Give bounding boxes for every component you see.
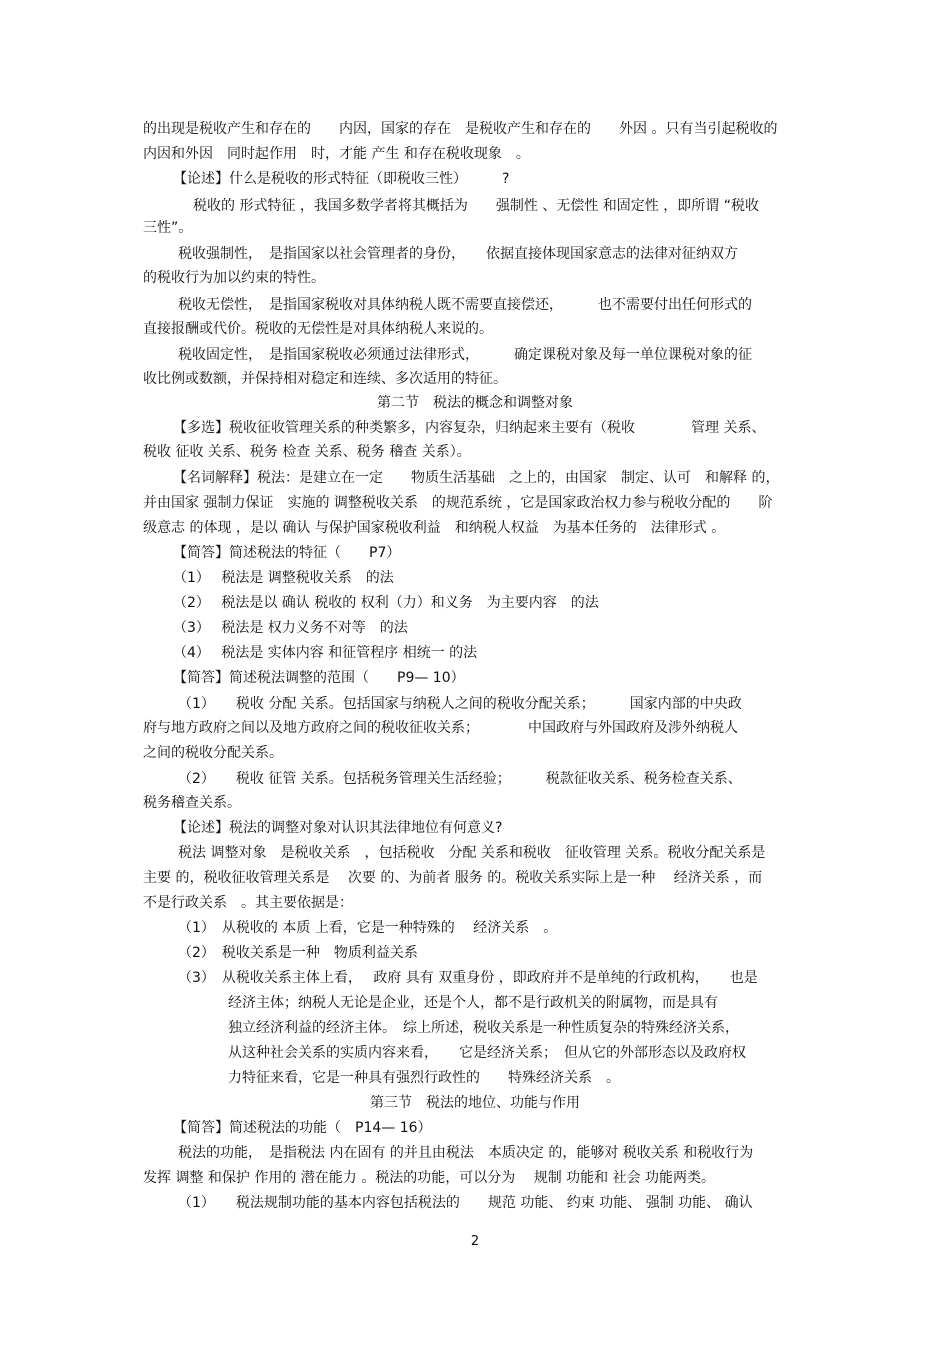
question-heading: 【简答】简述税法的功能（ P14— 16） — [173, 1120, 432, 1136]
text-line: 税法 调整对象 是税收关系 ，包括税收 分配 关系和税收 征收管理 关系。税收分配关系是 — [178, 845, 766, 861]
text-line: 的出现是税收产生和存在的 内因，国家的存在 是税收产生和存在的 外因 。只有当引起税收的 — [143, 121, 778, 137]
list-item: （1） 从税收的 本质 上看，它是一种特殊的 经济关系 。 — [178, 920, 558, 936]
text-line: 府与地方政府之间以及地方政府之间的税收征收关系； 中国政府与外国政府及涉外纳税人 — [143, 720, 738, 736]
text-line: 力特征来看，它是一种具有强烈行政性的 特殊经济关系 。 — [228, 1070, 620, 1086]
text-line: 三性”。 — [143, 220, 193, 236]
text-line: 发挥 调整 和保护 作用的 潜在能力 。税法的功能，可以分为 规制 功能和 社会 功能两类。 — [143, 1170, 716, 1186]
question-heading: 【论述】税法的调整对象对认识其法律地位有何意义? — [173, 820, 503, 836]
text-line: 主要 的，税收征收管理关系是 次要 的、为前者 服务 的。税收关系实际上是一种 经济关系 ，而 — [143, 870, 763, 886]
question-heading: 【论述】什么是税收的形式特征（即税收三性） ? — [173, 171, 510, 187]
text-line: 经济主体；纳税人无论是企业，还是个人，都不是行政机关的附属物，而是具有 — [228, 995, 718, 1011]
list-item: （1） 税收 分配 关系。包括国家与纳税人之间的税收分配关系； 国家内部的中央政 — [178, 696, 742, 712]
list-item: （2） 税收 征管 关系。包括税务管理关生活经验； 税款征收关系、税务检查关系、 — [178, 771, 742, 787]
text-line: 税收强制性， 是指国家以社会管理者的身份， 依据直接体现国家意志的法律对征纳双方 — [178, 246, 738, 262]
text-line: 税收的 形式特征 ，我国多数学者将其概括为 强制性 、无偿性 和固定性 ，即所谓 “税收 — [193, 198, 759, 214]
text-line: 级意志 的体现 ，是以 确认 与保护国家税收利益 和纳税人权益 为基本任务的 法律形式 。 — [143, 520, 726, 536]
page-number: 2 — [470, 1234, 480, 1249]
list-item: （3） 从税收关系主体上看， 政府 具有 双重身份 ，即政府并不是单纯的行政机构， 也是 — [178, 970, 758, 986]
text-line: 之间的税收分配关系。 — [143, 745, 283, 761]
list-item: （2） 税收关系是一种 物质利益关系 — [178, 945, 418, 961]
list-item: （4） 税法是 实体内容 和征管程序 相统一 的法 — [173, 645, 478, 661]
list-item: （1） 税法规制功能的基本内容包括税法的 规范 功能、 约束 功能、 强制 功能、 确认 — [178, 1195, 753, 1211]
text-line: 直接报酬或代价。税收的无偿性是对具体纳税人来说的。 — [143, 321, 493, 337]
list-item: （3） 税法是 权力义务不对等 的法 — [173, 620, 408, 636]
section-heading: 第三节 税法的地位、功能与作用 — [370, 1095, 580, 1111]
question-heading: 【名词解释】税法：是建立在一定 物质生活基础 之上的，由国家 制定、认可 和解释 的， — [173, 470, 780, 486]
list-item: （2） 税法是以 确认 税收的 权利（力）和义务 为主要内容 的法 — [173, 595, 599, 611]
list-item: （1） 税法是 调整税收关系 的法 — [173, 570, 394, 586]
question-heading: 【多选】税收征收管理关系的种类繁多，内容复杂，归纳起来主要有（税收 管理 关系、 — [173, 420, 766, 436]
text-line: 税收 征收 关系、税务 检查 关系、税务 稽查 关系）。 — [143, 444, 471, 460]
text-line: 税收无偿性， 是指国家税收对具体纳税人既不需要直接偿还， 也不需要付出任何形式的 — [178, 297, 752, 313]
text-line: 税收固定性， 是指国家税收必须通过法律形式， 确定课税对象及每一单位课税对象的征 — [178, 347, 752, 363]
text-line: 不是行政关系 。其主要依据是： — [143, 895, 353, 911]
text-line: 税务稽查关系。 — [143, 795, 241, 811]
question-heading: 【简答】简述税法的特征（ P7） — [173, 545, 401, 561]
question-heading: 【简答】简述税法调整的范围（ P9— 10） — [173, 670, 465, 686]
text-line: 的税收行为加以约束的特性。 — [143, 270, 325, 286]
text-line: 税法的功能， 是指税法 内在固有 的并且由税法 本质决定 的，能够对 税收关系 和税收行为 — [178, 1145, 754, 1161]
section-heading: 第二节 税法的概念和调整对象 — [377, 395, 573, 411]
text-line: 并由国家 强制力保证 实施的 调整税收关系 的规范系统 ，它是国家政治权力参与税收分配的 阶 — [143, 495, 773, 511]
text-line: 从这种社会关系的实质内容来看， 它是经济关系； 但从它的外部形态以及政府权 — [228, 1045, 746, 1061]
text-line: 内因和外因 同时起作用 时，才能 产生 和存在税收现象 。 — [143, 146, 530, 162]
text-line: 独立经济利益的经济主体。 综上所述，税收关系是一种性质复杂的特殊经济关系， — [228, 1020, 739, 1036]
text-line: 收比例或数额，并保持相对稳定和连续、多次适用的特征。 — [143, 371, 507, 387]
